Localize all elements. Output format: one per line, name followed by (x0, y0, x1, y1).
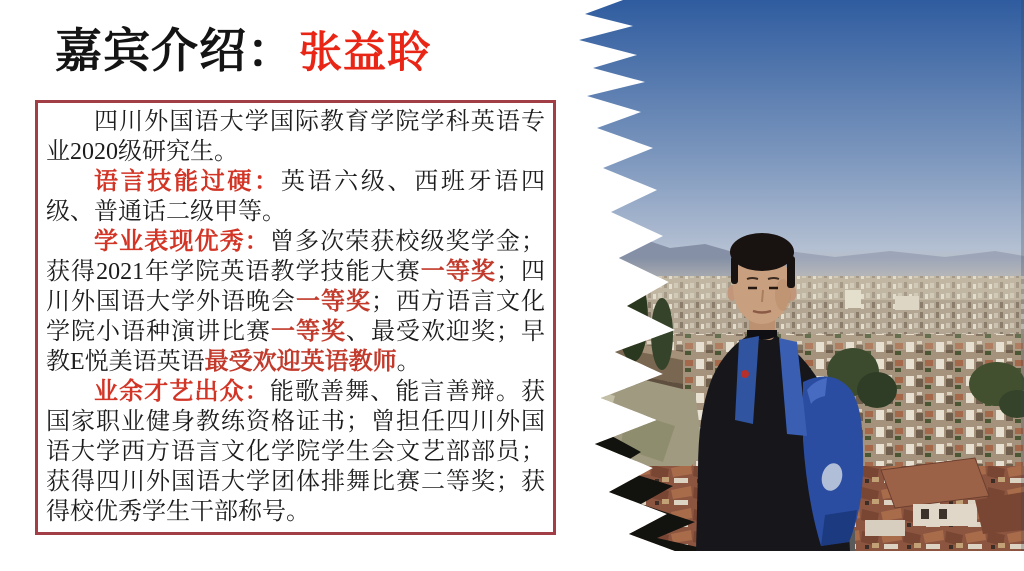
cypress-tree (618, 274, 648, 362)
bio-text-segment: 四川外国语大学国际教育学院学科英语专业2020级研究生。 (46, 109, 545, 165)
bio-text-segment: 、最受欢迎奖；早教E悦美语英语 (46, 319, 545, 375)
bio-text-segment: 学业表现优秀： (94, 228, 270, 255)
window (939, 509, 947, 519)
white-tower (597, 288, 617, 322)
white-building (845, 290, 861, 308)
bio-paragraph (46, 107, 545, 167)
speaker-photo-illustration (545, 0, 1024, 551)
sunlit-rock (560, 380, 615, 430)
bio-text-segment: 。 (396, 349, 421, 375)
bio-paragraph (46, 167, 545, 227)
hair-side (787, 256, 795, 288)
bio-text-segment: ；四川外国语大学外语晚会 (46, 259, 546, 315)
bio-text-segment: 语言技能过硬： (94, 168, 281, 195)
eyebrow (747, 278, 758, 279)
bio-text-segment: ；西方语言文化学院小语种演讲比赛 (46, 289, 545, 345)
house-wall (865, 520, 905, 536)
tree-clump (857, 372, 897, 408)
bio-paragraph (46, 227, 545, 377)
bio-textbox (35, 100, 556, 535)
bio-text-segment: 最受欢迎英语教师 (204, 349, 397, 375)
bio-text-segment: 业余才艺出众： (94, 378, 270, 405)
bio-text-segment: 能歌善舞、能言善辩。获国家职业健身教练资格证书；曾担任四川外国语大学西方语言文化学院学生会文艺部部员；获得四川外国语大学团体排舞比赛二等奖；获得校优秀学生干部称号。 (46, 379, 546, 525)
bio-text-segment: 曾多次荣获校级奖学金；获得2021年学院英语教学技能大赛 (46, 229, 546, 285)
white-building (895, 296, 919, 310)
cypress-tree (651, 298, 673, 370)
torn-paper-photo (545, 0, 1024, 551)
bio-text-segment: 一等奖 (271, 319, 346, 345)
bio-text-segment: 一等奖 (420, 259, 496, 285)
title-label: 嘉宾介绍： (55, 24, 295, 77)
slide-title (55, 14, 431, 81)
nose (762, 290, 763, 302)
bio-text-segment: 英语六级、西班牙语四级、普通话二级甲等。 (46, 169, 545, 225)
speaker-name: 张益聆 (299, 29, 431, 77)
bio-text-segment: 一等奖 (296, 289, 371, 315)
hair (730, 233, 794, 271)
speaker-photo (545, 0, 1024, 551)
bio-paragraph (46, 377, 545, 527)
window (921, 509, 929, 519)
eyebrow (768, 278, 779, 279)
hair-side (731, 256, 738, 284)
strap-logo (741, 370, 749, 378)
